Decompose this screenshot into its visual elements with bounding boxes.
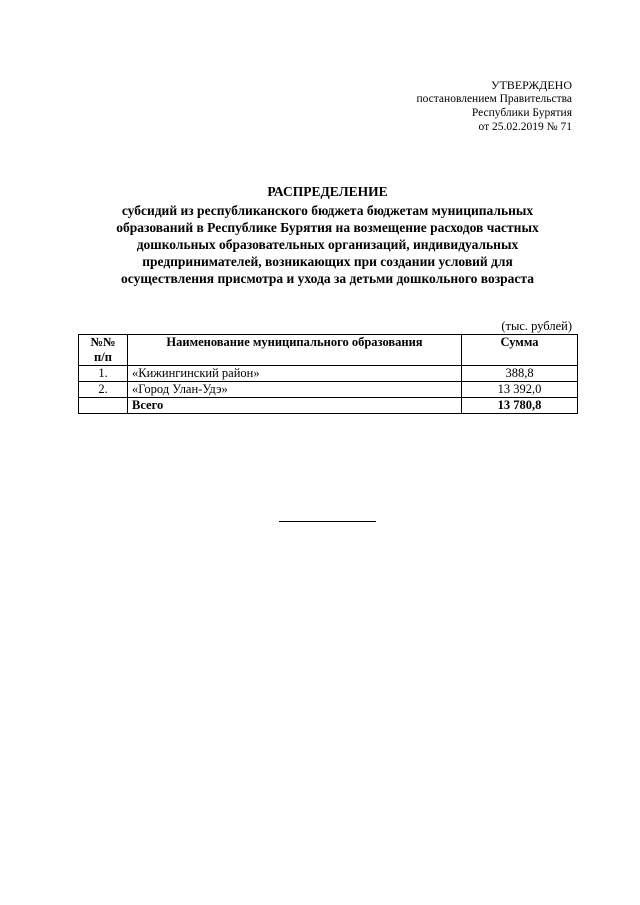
approval-heading: УТВЕРЖДЕНО xyxy=(490,78,572,92)
row-sum: 388,8 xyxy=(462,366,578,382)
approval-line-1: постановлением Правительства xyxy=(416,93,572,105)
table-row xyxy=(79,382,578,398)
approval-stamp xyxy=(312,78,572,134)
row-name: «Кижингинский район» xyxy=(128,366,462,382)
row-number: 1. xyxy=(79,366,128,382)
table-row xyxy=(79,366,578,382)
distribution-table xyxy=(78,334,578,414)
header-number: №№ п/п xyxy=(79,335,128,366)
total-sum: 13 780,8 xyxy=(462,398,578,414)
row-sum: 13 392,0 xyxy=(462,382,578,398)
document-title: РАСПРЕДЕЛЕНИЕ xyxy=(267,184,388,199)
document-title-block xyxy=(75,183,580,287)
row-number: 2. xyxy=(79,382,128,398)
table-total-row xyxy=(79,398,578,414)
approval-line-2: Республики Бурятия xyxy=(471,107,572,119)
unit-label: (тыс. рублей) xyxy=(501,319,572,333)
end-divider xyxy=(279,521,376,522)
total-label: Всего xyxy=(128,398,462,414)
approval-line-3: от 25.02.2019 № 71 xyxy=(478,121,572,133)
header-name: Наименование муниципального образования xyxy=(128,335,462,366)
row-name: «Город Улан-Удэ» xyxy=(128,382,462,398)
total-number xyxy=(79,398,128,414)
table-header-row xyxy=(79,335,578,366)
header-sum: Сумма xyxy=(462,335,578,366)
document-subtitle: субсидий из республиканского бюджета бюджетам муниципальных образований в Республике Бурятия на возмещение расходов частных дошкольных образовательных организаций, индивидуальных предпринимателей, возникающих при создании условий для осуществления присмотра и ухода за детьми дошкольного возраста xyxy=(116,203,539,286)
